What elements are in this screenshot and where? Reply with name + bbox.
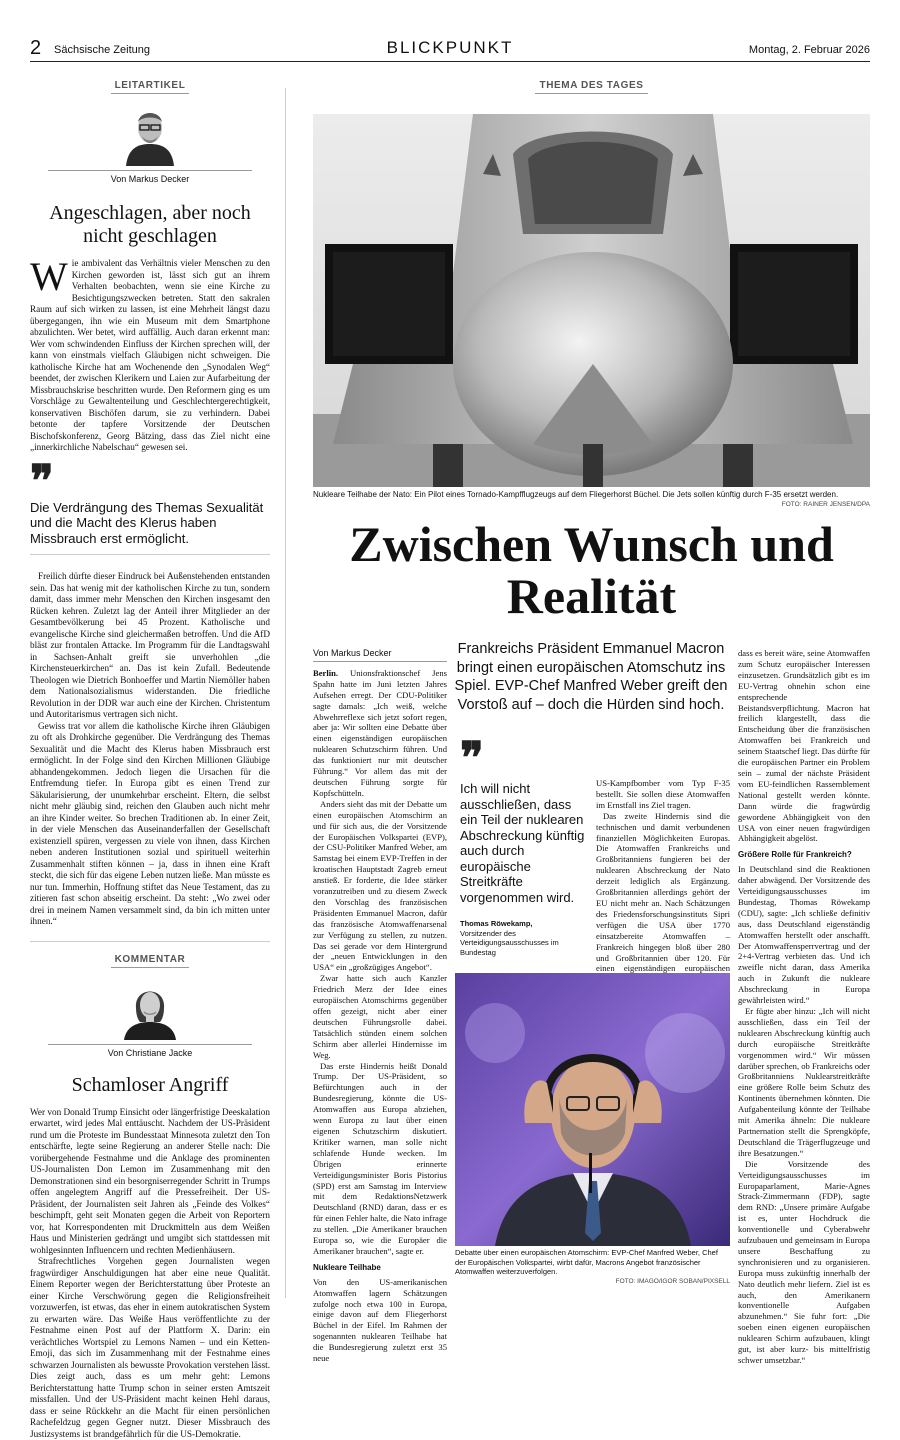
leitartikel-headline: Angeschlagen, aber noch nicht geschlagen [30,202,270,248]
main-headline: Zwischen Wunsch und Realität [313,518,870,622]
dropcap: W [30,260,68,294]
left-column [30,80,270,1440]
kommentar-headline: Schamloser Angriff [30,1074,270,1097]
article-deck: Frankreichs Präsident Emmanuel Macron bringt einen europäischen Atomschutz ins Spiel. EVP-Chef Manfred Weber greift den Vorstoß auf – doch die Hürden sind hoch. [452,640,730,714]
kommentar-body: Wer von Donald Trump Einsicht oder längerfristige Deeskalation erwartet, wird jedes Mal enttäuscht. Nachdem der US-Präsident rund um die Proteste im Bundesstaat Minnesota zuletzt den Ton entschärfte, legte seine Regierung an anderer Stelle nach: Die vorübergehende Festnahme und die Anklage des prominenten US-Journalisten Don Lemon im Zusammenhang mit den Demonstrationen sind ein besorgniserregender Schritt in Trumps offen angelegtem Angriff auf die Pressefreiheit. Der US-Präsident, der Journalisten seit Jahren als „Feinde des Volkes“ beschimpft, geht seit Monaten gegen die Arbeit von Reportern vor, hat Korrespondenten mit Druckmitteln aus dem Weißen Haus und Ministerien gedrängt und umgibt sich stattdessen mit wohlgesinnten Influencern und rechten Medienhäusern. Strafrechtliches Vorgehen gegen Journalisten wegen fragwürdiger Anschuldigungen hat aber eine neue Qualität. Einem Reporter wegen der Berichterstattung über Proteste an einer Kirche Verschwörung gegen die Religionsfreiheit vorzuwerfen, ist etwas, das eher in einem autokratischen System zu erwarten wäre. Das Weiße Haus veröffentlichte zu der Festnahme einen Post auf der Plattform X. Darin: ein verächtliches Wortspiel zu Lemons Namen – und ein Ketten-Emoji, das sich im Zusammenhang mit der Festnahme eines schwarzen Journalisten als bewusste Provokation verstehen lässt. Dies zeigt auch, dass es um mehr geht: Lemons Berichterstattung hatte Trump schon in seiner ersten Amtszeit missfallen. Und der US-Präsident macht keinen Hehl daraus, dass er seine Rückkehr an die Macht für einen persönlichen Rachefeldzug gegen Gegner nutzt. Dieser Missbrauch des Justizsystems ist brandgefährlich für die US-Demokratie. [30,1107,270,1440]
page-header [30,38,870,62]
subhead-nukleare-teilhabe: Nukleare Teilhabe [313,1263,447,1274]
section-title: BLICKPUNKT [30,38,870,58]
author-portrait-jacke [120,978,180,1040]
leitartikel-label: LEITARTIKEL [30,80,270,94]
kommentar-byline: Von Christiane Jacke [48,1044,252,1058]
photo1-caption: Nukleare Teilhabe der Nato: Ein Pilot eines Tornado-Kampfflugzeugs auf dem Fliegerhorst Büchel. Die Jets sollen künftig durch F-35 ersetzt werden. [313,490,870,500]
photo2-credit: FOTO: IMAGO/IGOR SOBAN/PIXSELL [455,1277,730,1287]
kommentar-label: KOMMENTAR [30,954,270,968]
leitartikel-body: Wie ambivalent das Verhältnis vieler Menschen zu den Kirchen geworden ist, lässt sich gut an ihrem Verhalten beobachten, wenn sie eine Kirche zu Besichtigungszwecken betreten. Statt den sakralen Raum auf sich wirken zu lassen, ist eine Mehrheit längst dazu übergegangen, ihn wie ein Museum mit dem Smartphone abzulichten. Wer betet, wird auffällig. Auch daran erkennt man: Wer vom schwindenden Einfluss der Kirchen sprechen will, der kann von einstmals vielfach Gläubigen nicht schweigen. Die katholische Kirche hat am Wochenende den „Synodalen Weg“ beendet, der zwischen Klerikern und Laien zur Aufarbeitung der Missbrauchskrise beschritten wurde. Den Reformern ging es um Vorschläge zu Gewaltenteilung und Geschlechtergerechtigkeit, konservativen Bischöfen darum, sie zu verhindern. Dabei betonte der tapfere Vorsitzende der Deutschen Bischofskonferenz, Georg Bätzing, dass das Ziel nicht eine „innerkirchliche Nabelschau“ gewesen sei. [30,258,270,454]
quote-mark-icon: ❞ [460,745,590,773]
photo2-caption: Debatte über einen europäischen Atomschirm: EVP-Chef Manfred Weber, Chef der Europäischen Volkspartei, wirbt dafür, Macrons Angebot französischer Atomwaffen weiterzuverfolgen. [455,1248,730,1277]
photo1-credit: FOTO: RAINER JENSEN/DPA [313,500,870,510]
photo2-caption-block [455,1248,730,1286]
quote-mark-icon: ❞ [30,468,270,496]
leitartikel-pull-quote: ❞ Die Verdrängung des Themas Sexualität und die Macht des Klerus haben Missbrauch erst ermöglicht. [30,468,270,556]
thema-label: THEMA DES TAGES [313,80,870,94]
thema-pull-quote: ❞ Ich will nicht ausschließen, dass ein Teil der nuklearen Abschreckung künftig auch durch europäische Streitkräfte vorgenommen wird. Thomas Röwekamp, Vorsitzender des Verteidigungsausschusses im Bundestag [460,745,590,957]
weber-photo [455,973,730,1246]
leitartikel-body-continued: Freilich dürfte dieser Eindruck bei Außenstehenden entstanden sein. Das hat wenig mit der katholischen Kirche zu tun, sondern damit, dass immer mehr Menschen den Kirchen insgesamt den Rücken kehren. Zuletzt lag der Anteil ihrer Mitglieder an der Gesamtbevölkerung bei 45 Prozent. Katholische und evangelische Kirche sind gleichermaßen betroffen. Und die AfD bläst zur frontalen Attacke. Im Programm für die Landtagswahl in Sachsen-Anhalt greift sie unverhohlen „die Kirchensteuerkirchen“ an. Das ist kein Zufall. Bedeutende Theologen wie Dietrich Bonhoeffer und Martin Niemöller haben dem Nationalsozialismus widerstanden. Die friedliche Revolution in der DDR war auch eine der Kirchen. Christentum und Autoritarismus vertragen sich nicht. Gewiss trat vor allem die katholische Kirche ihren Gläubigen zu oft als Drohkirche gegenüber. Die Verdrängung des Themas Sexualität und die Macht des Klerus haben Missbrauch erst ermöglicht. In der Folge sind den Kirchen Millionen Gläubige abhandengekommen. Jedoch liegen die Ursachen für die Entfremdung tiefer. In Europa gibt es einen Trend zur Säkularisierung, der unumkehrbar erscheint. Eltern, die selbst nicht mehr gläubig sind, reichen den Glauben auch nicht mehr an ihre Kinder weiter. So brechen Traditionen ab. In einer Zeit, in der viele Menschen das Auseinanderfallen der Gesellschaft existenziell spüren, vergessen zu viele von ihnen, dass Kirchen neben anderen Institutionen sozial und spirituell weiterhin Zusammenhalt stiften können – ja, dass in ihnen eine Kraft steckt, die sich für das eigene Leben nutzen ließe. Man müsste es nur tun. Immerhin, Hoffnung stiftet das Neue Testament, das zu zitieren fast schon abseitig erscheint. Da steht: „Wo zwei oder drei in meinem Namen versammelt sind, da bin ich mitten unter ihnen.“ [30,571,270,928]
newspaper-name: Sächsische Zeitung [54,44,150,56]
author-portrait-decker [120,104,180,166]
quote-author: Thomas Röwekamp, [460,919,533,928]
thema-column-1: Von Markus Decker Berlin. Unionsfraktionschef Jens Spahn hatte im Juni letzten Jahres Aufsehen erregt. Der CDU-Politiker sagte damals: „Ich weiß, welche Abwehrreflexe sich jetzt sofort regen, aber ja: Wir sollten eine Debatte über einen eigenständigen europäischen nuklearen Schutzschirm führen. Und das funktioniert nur mit deutscher Führung.“ Vor allem das mit der deutschen Führung sorgte für Kopfschütteln. Anders sieht das mit der Debatte um einen europäischen Atomschirm an und für sich aus, die der Vorsitzende der Europäischen Volkspartei (EVP), der CSU-Politiker Manfred Weber, am Samstag bei einem EVP-Treffen in der kroatischen Hauptstadt Zagreb erneut anstieß. Er forderte, die Idee stärker voranzutreiben und zu diesem Zweck den Vorschlag des französischen Präsidenten Emmanuel Macron, dafür das französische Atomwaffenarsenal zur Verfügung zu stellen, zu nutzen. Das sei gerade vor dem Hintergrund der „neuen Entwicklungen in den USA“ ein „großzügiges Angebot“. Zwar hatte sich auch Kanzler Friedrich Merz der Idee eines europäischen Atomschirms gegenüber offen gezeigt, nicht aber einer deutschen Führungsrolle dabei. Tatsächlich stünden einem solchen Schirm aber allerlei Hindernisse im Weg. Das erste Hindernis heißt Donald Trump. Der US-Präsident, so Befürchtungen auch in der Bundesregierung, könnte die US-Atomwaffen aus Europa abziehen, wenn Europa zu laut über einen eigenen Schutzschirm diskutiert. Kritiker warnen, man solle nicht schlafende Hunde wecken. Im Übrigen erinnerte Verteidigungsminister Boris Pistorius (SPD) erst am Samstag im Interview mit dem RedaktionsNetzwerk Deutschland (RND) daran, dass er es für einen Fehler halte, die Nato infrage zu stellen. „Die Amerikaner brauchen Europa so, wie die Europäer die Amerikaner brauchen“, sagte er. Nukleare Teilhabe Von den US-amerikanischen Atomwaffen lagern Schätzungen zufolge noch etwa 100 in Europa, einige davon auf dem Fliegerhorst Büchel in der Eifel. Im Rahmen der sogenannten nuklearen Teilhabe hat die Bundesregierung zuletzt erst 35 neue [313,648,447,1364]
quote-author-role: Vorsitzender des Verteidigungsausschusses im Bundestag [460,929,559,957]
issue-date: Montag, 2. Februar 2026 [749,44,870,56]
subhead-frankreich: Größere Rolle für Frankreich? [738,850,870,861]
page-number: 2 [30,38,41,58]
thema-column-2: US-Kampfbomber vom Typ F-35 bestellt. Sie sollen diese Atomwaffen im Ernstfall ins Ziel tragen. Das zweite Hindernis sind die technischen und damit verbundenen finanziellen Möglichkeiten Europas. Die Atomwaffen Frankreichs und Großbritanniens fungieren bei der nuklearen Abschreckung der Nato derzeit lediglich als Ergänzung. Großbritannien allerdings gehört der EU nicht mehr an. Nach Schätzungen des Friedensforschungsinstituts Sipri verfügen die USA über 1770 einsatzbereite Atomwaffen – Frankreich hingegen bloß über 280 und Großbritannien über 120. Für einen eigenständigen europäischen [596,778,730,1051]
dateline: Berlin. [313,668,338,678]
tornado-jet-photo [313,114,870,487]
thema-byline: Von Markus Decker [313,648,447,662]
thema-column-3: dass es bereit wäre, seine Atomwaffen zum Schutz europäischer Interessen einzusetzen. Grundsätzlich gibt es im EU-Vertrag ohnehin schon eine entsprechende Beistandsverpflichtung. Macron hat freilich klargestellt, dass die Entscheidung über die französischen Atomwaffen bei Frankreich und seinem Staatschef liegt. Das dürfte für die europäischen Partner ein Problem sein – zumal der nächste Präsident vom EU-feindlichen Rassemblement National gestellt werden könnte. Dann würde die fragwürdig gewordene Abhängigkeit von den USA von einer neuen fragwürdigen Abhängigkeit abgelöst. Größere Rolle für Frankreich? In Deutschland sind die Reaktionen daher abwägend. Der Vorsitzende des Verteidigungsausschusses im Bundestag, Thomas Röwekamp (CDU), sagte: „Ich schließe definitiv aus, dass Deutschland eigenständig Atomwaffen herstellt oder anschafft. Der Atomwaffensperrvertrag und der 2+4-Vertrag verbieten das. Und ich zweifle nicht daran, dass Amerika auch in Zukunft die nukleare Abschreckung in Europa gewährleisten wird.“ Er fügte aber hinzu: „Ich will nicht ausschließen, dass ein Teil der nuklearen Abschreckung künftig auch durch europäische Streitkräfte vorgenommen wird.“ Wir müssen darüber sprechen, ob Frankreichs oder Großbritanniens Nuklearstreitkräfte eine größere Rolle beim Schutz des Kontinents übernehmen könnten. Die Aufgabenteilung könnte der Teilhabe mit Amerika ähneln: Die nukleare Partnernation stellt die Sprengköpfe, Deutschland die Trägerflugzeuge und ihre Besatzungen.“ Die Vorsitzende des Verteidigungsausschusses im Europaparlament, Marie-Agnes Strack-Zimmermann (FDP), sagte dem RND: „Unsere primäre Aufgabe ist es, unter Hochdruck die konventionelle und Cyberabwehr aufzubauen und gemeinsam in Europa unsere Beschaffung zu synchronisieren und zu organisieren. Europa muss zukünftig innerhalb der Nato deutlich mehr liefern. Ziel ist es auch, den Amerikanern konventionelle Aufgaben abzunehmen.“ Sie fuhr fort: „Die soeben einen eigenen europäischen nuklearen Schirm aufzubauen, klingt gut, ist aber kurz- bis mittelfristig schwer umsetzbar.“ [738,648,870,1366]
photo1-caption-block [313,490,870,510]
column-divider [285,88,286,1298]
leitartikel-byline: Von Markus Decker [48,170,252,184]
